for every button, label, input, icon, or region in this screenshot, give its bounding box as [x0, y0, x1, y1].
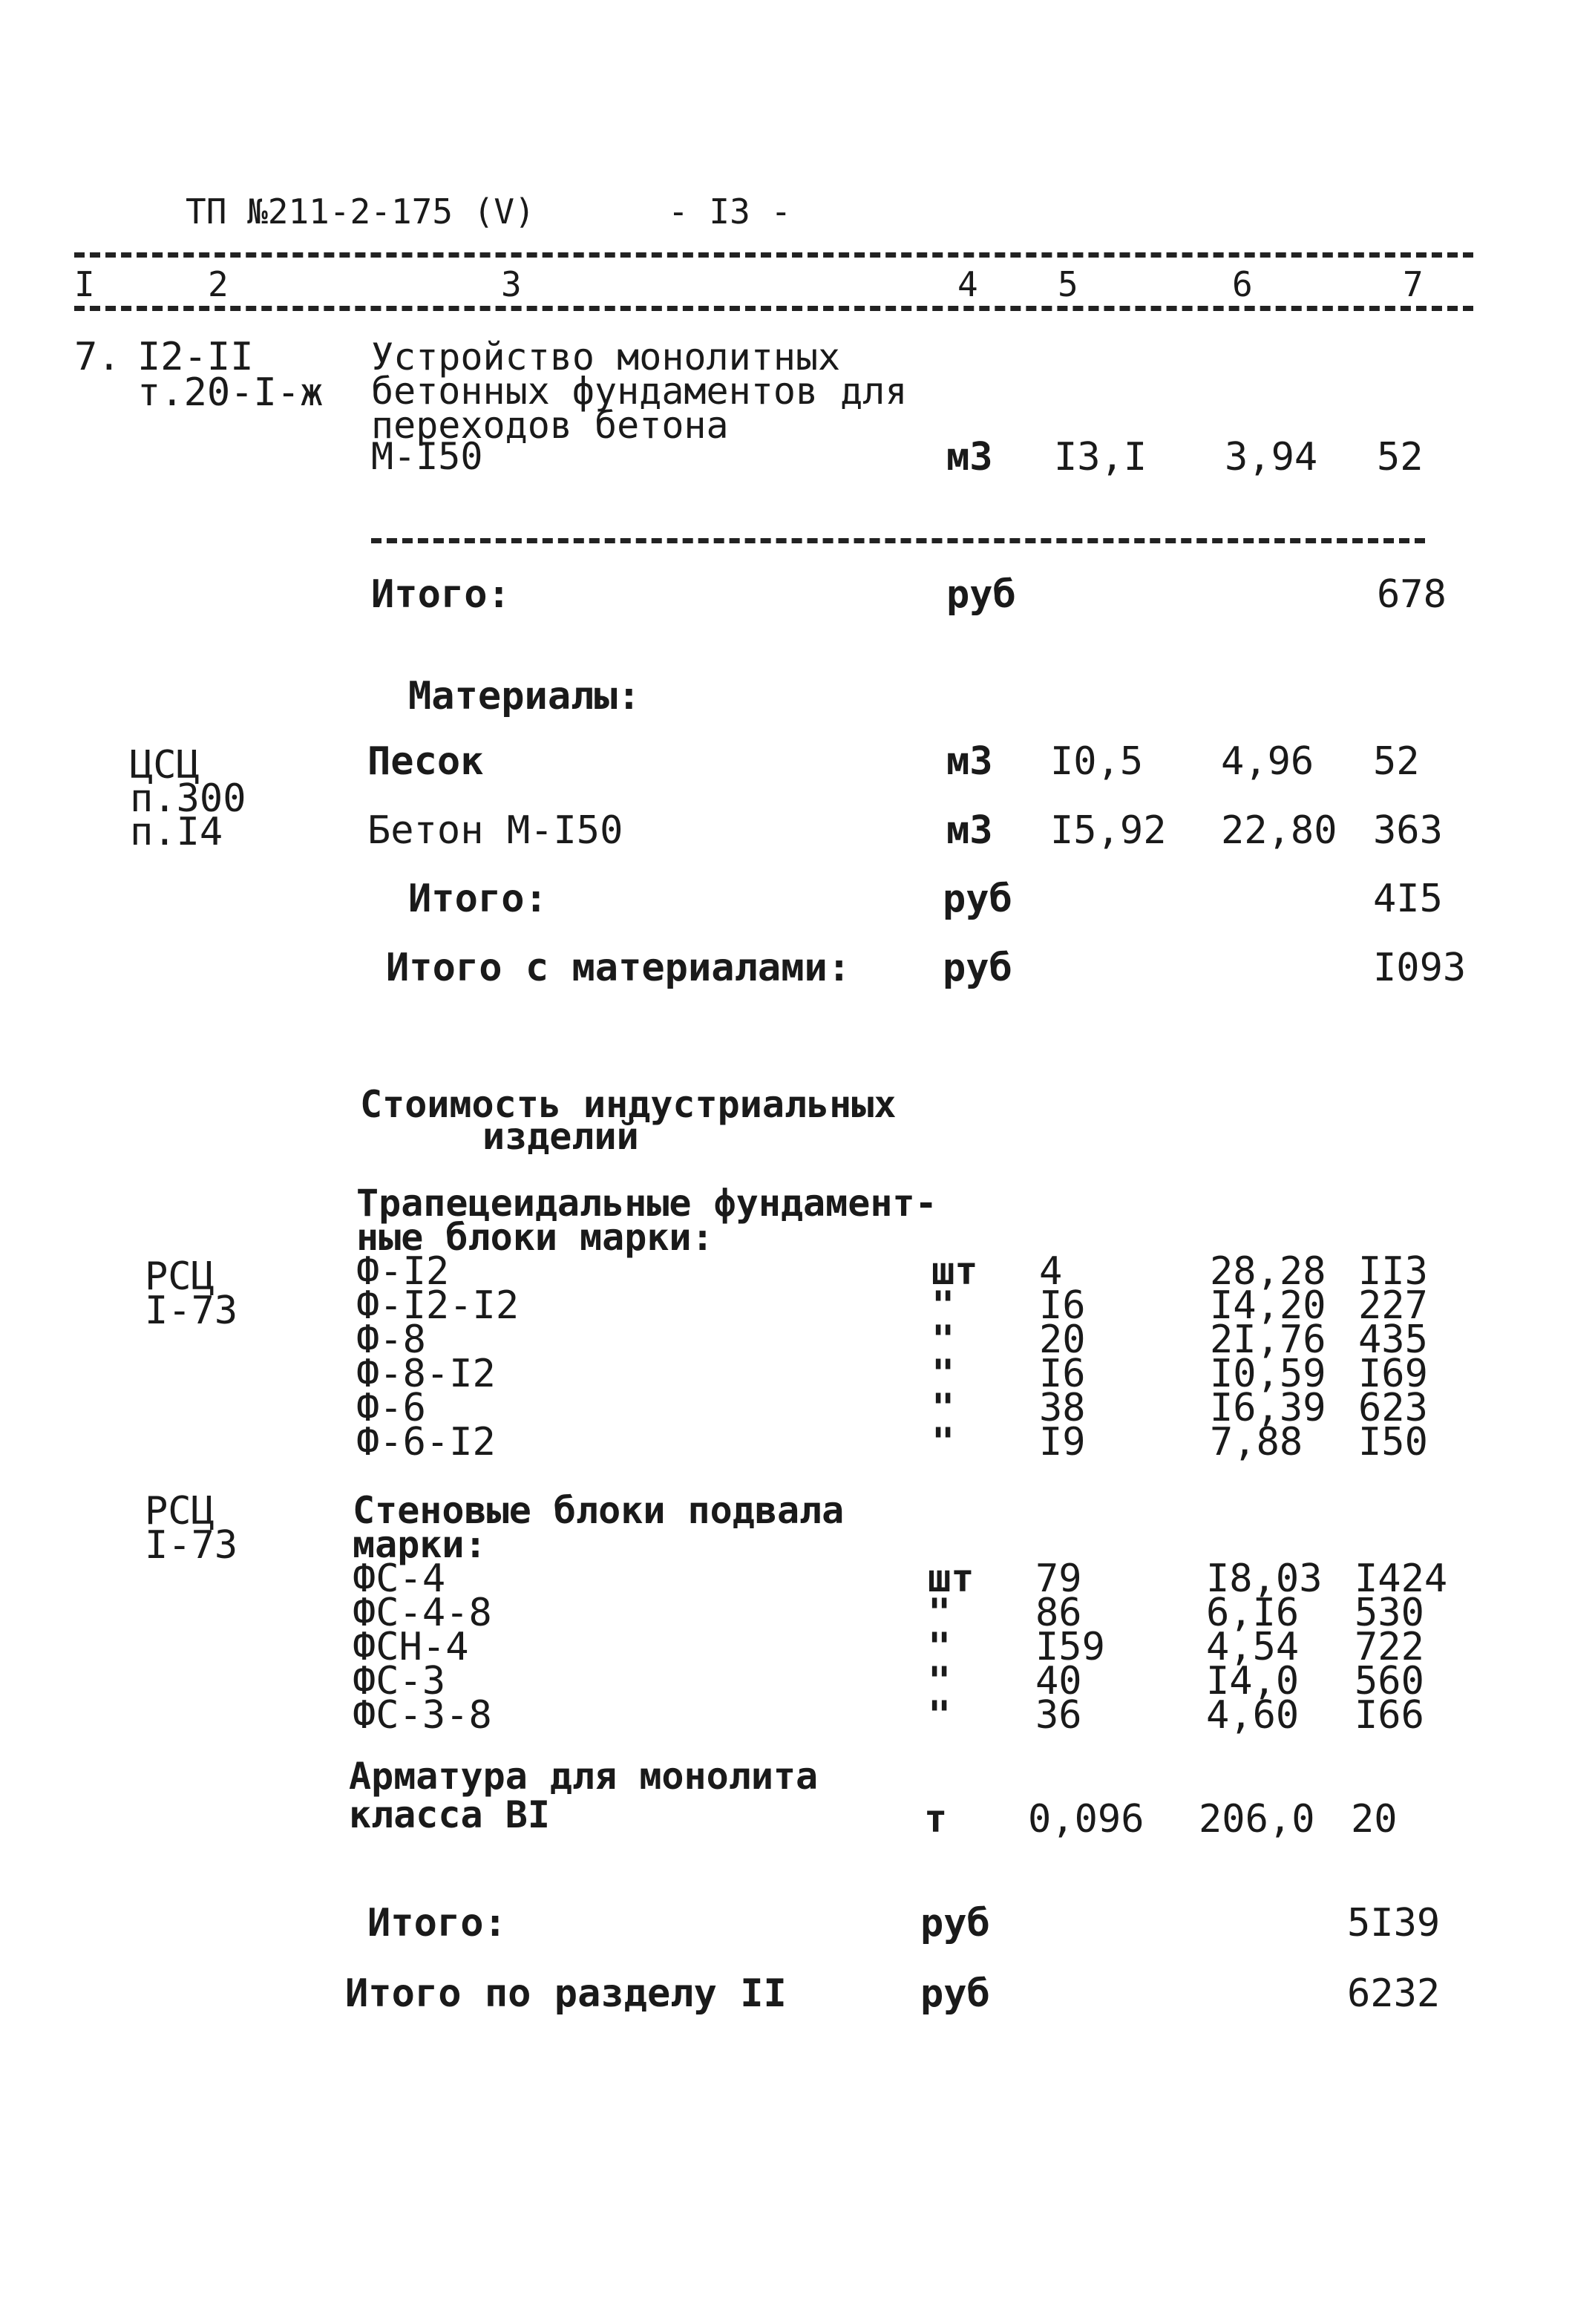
norm-reference: п.300: [130, 776, 246, 821]
subtotal-label: Итого с материалами:: [386, 946, 851, 990]
quantity: I3,I: [1054, 435, 1147, 479]
norm-reference: РСЦ: [145, 1489, 214, 1533]
unit: руб: [943, 946, 1012, 990]
subtotal-value: 4I5: [1373, 877, 1443, 921]
subtotal-value: I093: [1373, 946, 1467, 990]
norm-reference: п.I4: [130, 810, 223, 854]
subtotal-label: Итого:: [408, 877, 548, 921]
norm-reference: ЦСЦ: [130, 743, 200, 788]
unit: руб: [946, 572, 1016, 617]
norm-reference: I-73: [145, 1523, 238, 1568]
quantity: 0,096: [1028, 1797, 1144, 1842]
unit: руб: [920, 1901, 990, 1945]
subtotal-label: Итого:: [371, 572, 511, 617]
quantity: I0,5: [1050, 739, 1144, 784]
row-number: 7.: [74, 335, 121, 379]
trapezoidal-block-prices: 28,28 I4,20 2I,76 I0,59 I6,39 7,88: [1210, 1249, 1326, 1464]
norm-reference: РСЦ: [145, 1254, 214, 1299]
divider-top: [74, 252, 1473, 258]
column-number: 2: [208, 264, 229, 304]
unit-price: 206,0: [1199, 1797, 1315, 1842]
trapezoidal-block-units: шт " " " " ": [931, 1249, 978, 1464]
work-description: переходов бетона: [371, 404, 729, 447]
norm-reference: I2-II: [137, 335, 254, 379]
column-number: I: [74, 264, 95, 304]
group-title: Стеновые блоки подвала: [353, 1489, 845, 1532]
norm-reference: I-73: [145, 1289, 238, 1333]
group-title: Трапецеидальные фундамент-: [356, 1182, 937, 1225]
work-description: М-I50: [371, 435, 483, 478]
group-title: ные блоки марки:: [356, 1216, 714, 1259]
wall-block-names: ФС-4 ФС-4-8 ФСН-4 ФС-3 ФС-3-8: [353, 1557, 492, 1738]
wall-block-quantities: 79 86 I59 40 36: [1035, 1557, 1105, 1738]
column-number: 3: [501, 264, 522, 304]
trapezoidal-block-sums: II3 227 435 I69 623 I50: [1358, 1249, 1428, 1464]
unit-price: 22,80: [1221, 808, 1337, 853]
page-number: - I3 -: [668, 192, 792, 232]
section-total-value: 6232: [1347, 1971, 1441, 2016]
unit: руб: [943, 877, 1012, 921]
wall-block-sums: I424 530 722 560 I66: [1355, 1557, 1448, 1738]
subtotal-label: Итого:: [367, 1901, 507, 1945]
column-number: 5: [1058, 264, 1078, 304]
unit: м3: [946, 739, 993, 784]
material-name: Песок: [367, 739, 484, 784]
material-name: Бетон М-I50: [367, 808, 623, 853]
work-description: Устройство монолитных: [371, 335, 841, 379]
wall-block-prices: I8,03 6,I6 4,54 I4,0 4,60: [1206, 1557, 1323, 1738]
column-number: 7: [1403, 264, 1424, 304]
section-total-label: Итого по разделу II: [345, 1971, 787, 2016]
unit-price: 4,96: [1221, 739, 1314, 784]
total-cost: 52: [1377, 435, 1424, 479]
unit: т: [924, 1797, 948, 1842]
section-heading: изделий: [482, 1115, 639, 1158]
trapezoidal-block-names: Ф-I2 Ф-I2-I2 Ф-8 Ф-8-I2 Ф-6 Ф-6-I2: [356, 1249, 520, 1464]
quantity: I5,92: [1050, 808, 1167, 853]
unit: м3: [946, 808, 993, 853]
unit-price: 3,94: [1225, 435, 1318, 479]
material-name: класса BI: [349, 1793, 550, 1836]
total-cost: 52: [1373, 739, 1420, 784]
column-number: 6: [1232, 264, 1253, 304]
divider-subtotal: [371, 538, 1425, 543]
unit: руб: [920, 1971, 990, 2016]
section-heading: Стоимость индустриальных: [360, 1083, 897, 1126]
work-description: бетонных фундаментов для: [371, 370, 908, 413]
document-code: ТП №211-2-175 (V): [186, 192, 535, 232]
material-name: Арматура для монолита: [349, 1755, 819, 1798]
subtotal-value: 5I39: [1347, 1901, 1441, 1945]
wall-block-units: шт " " " ": [928, 1557, 975, 1738]
total-cost: 363: [1373, 808, 1443, 853]
total-cost: 20: [1351, 1797, 1398, 1842]
unit: м3: [946, 435, 993, 479]
divider-columns: [74, 306, 1473, 311]
subtotal-value: 678: [1377, 572, 1447, 617]
group-title: марки:: [353, 1523, 487, 1566]
column-number: 4: [957, 264, 978, 304]
trapezoidal-block-quantities: 4 I6 20 I6 38 I9: [1039, 1249, 1086, 1464]
section-heading: Материалы:: [408, 674, 641, 719]
norm-reference: т.20-I-ж: [137, 370, 324, 415]
